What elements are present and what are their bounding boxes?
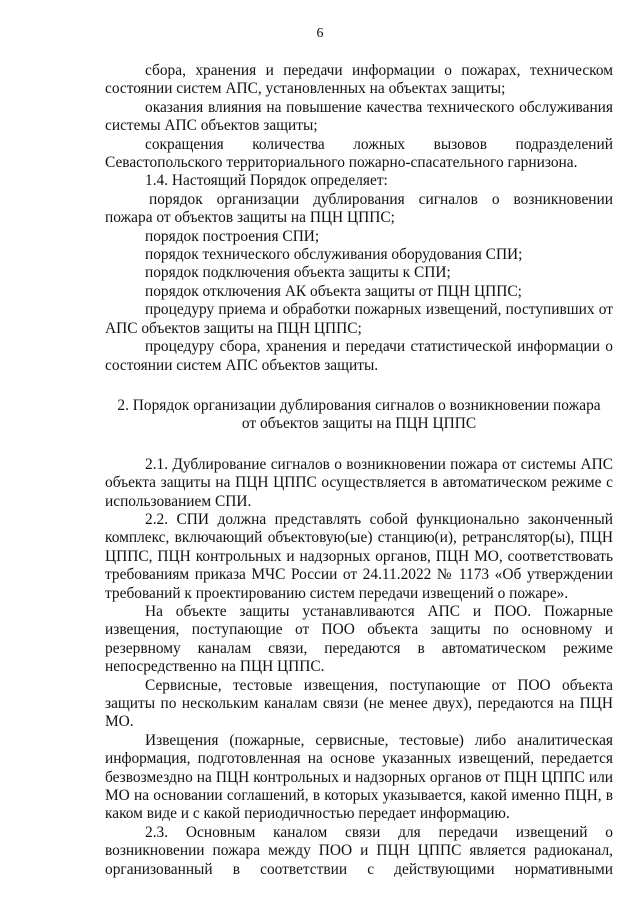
paragraph: сбора, хранения и передачи информации о пожарах, техническом состоянии систем АПС, установленных на объектах защиты; xyxy=(105,62,613,98)
intro-paragraphs xyxy=(105,62,613,375)
paragraph: сокращения количества ложных вызовов подразделений Севастопольского территориального пожарно-спасательного гарнизона. xyxy=(105,135,613,172)
paragraph: порядок отключения АК объекта защиты от ПЦН ЦППС; xyxy=(145,282,522,300)
paragraph: порядок технического обслуживания оборудования СПИ; xyxy=(145,246,523,264)
paragraph: 1.4. Настоящий Порядок определяет: xyxy=(145,172,388,190)
document-body xyxy=(105,62,613,879)
paragraph: Сервисные, тестовые извещения, поступающие от ПОО объекта защиты по нескольким каналам связи (не менее двух), передаются на ПЦН МО. xyxy=(105,676,613,731)
paragraph: процедуру сбора, хранения и передачи статистической информации о состоянии систем АПС объектов защиты. xyxy=(105,338,613,374)
paragraph: порядок подключения объекта защиты к СПИ; xyxy=(145,264,451,282)
paragraph: 2.2. СПИ должна представлять собой функционально законченный комплекс, включающий объектовую(ые) станцию(и), ретранслятор(ы), ПЦН ЦППС, ПЦН контрольных и надзорных органов, ПЦН МО, соответствовать требованиям приказа МЧС России от 24.11.2022 № 1173 «Об утверждении требований к проектированию систем передачи извещений о пожаре». xyxy=(105,510,613,602)
paragraph: оказания влияния на повышение качества технического обслуживания системы АПС объектов защиты; xyxy=(105,98,613,135)
paragraph: порядок организации дублирования сигналов о возникновении пожара от объектов защиты на ПЦН ЦППС; xyxy=(105,190,613,227)
section-heading-line-2: от объектов защиты на ПЦН ЦППС xyxy=(241,415,477,433)
section-2-paragraphs xyxy=(105,456,613,879)
section-heading-line-1: 2. Порядок организации дублирования сигналов о возникновении пожара xyxy=(117,396,601,414)
paragraph: порядок построения СПИ; xyxy=(145,227,320,245)
section-heading xyxy=(105,397,613,434)
paragraph: Извещения (пожарные, сервисные, тестовые) либо аналитическая информация, подготовленная на основе указанных извещений, передается безвозмездно на ПЦН контрольных и надзорных органов от ПЦН ЦППС или МО на основании соглашений, в которых указывается, какой именно ПЦН, в каком виде и с какой периодичностью передает информацию. xyxy=(105,731,613,823)
paragraph: 2.1. Дублирование сигналов о возникновении пожара от системы АПС объекта защиты на ПЦН ЦППС осуществляется в автоматическом режиме с использованием СПИ. xyxy=(105,455,613,510)
paragraph: процедуру приема и обработки пожарных извещений, поступивших от АПС объектов защиты на ПЦН ЦППС; xyxy=(105,301,613,337)
paragraph: 2.3. Основным каналом связи для передачи извещений о возникновении пожара между ПОО и ПЦН ЦППС является радиоканал, организованный в соответствии с действующими нормативными xyxy=(105,823,613,878)
page-number: 6 xyxy=(316,26,324,41)
paragraph: На объекте защиты устанавливаются АПС и ПОО. Пожарные извещения, поступающие от ПОО объекта защиты по основному и резервному каналам связи, передаются в автоматическом режиме непосредственно на ПЦН ЦППС. xyxy=(105,602,613,676)
